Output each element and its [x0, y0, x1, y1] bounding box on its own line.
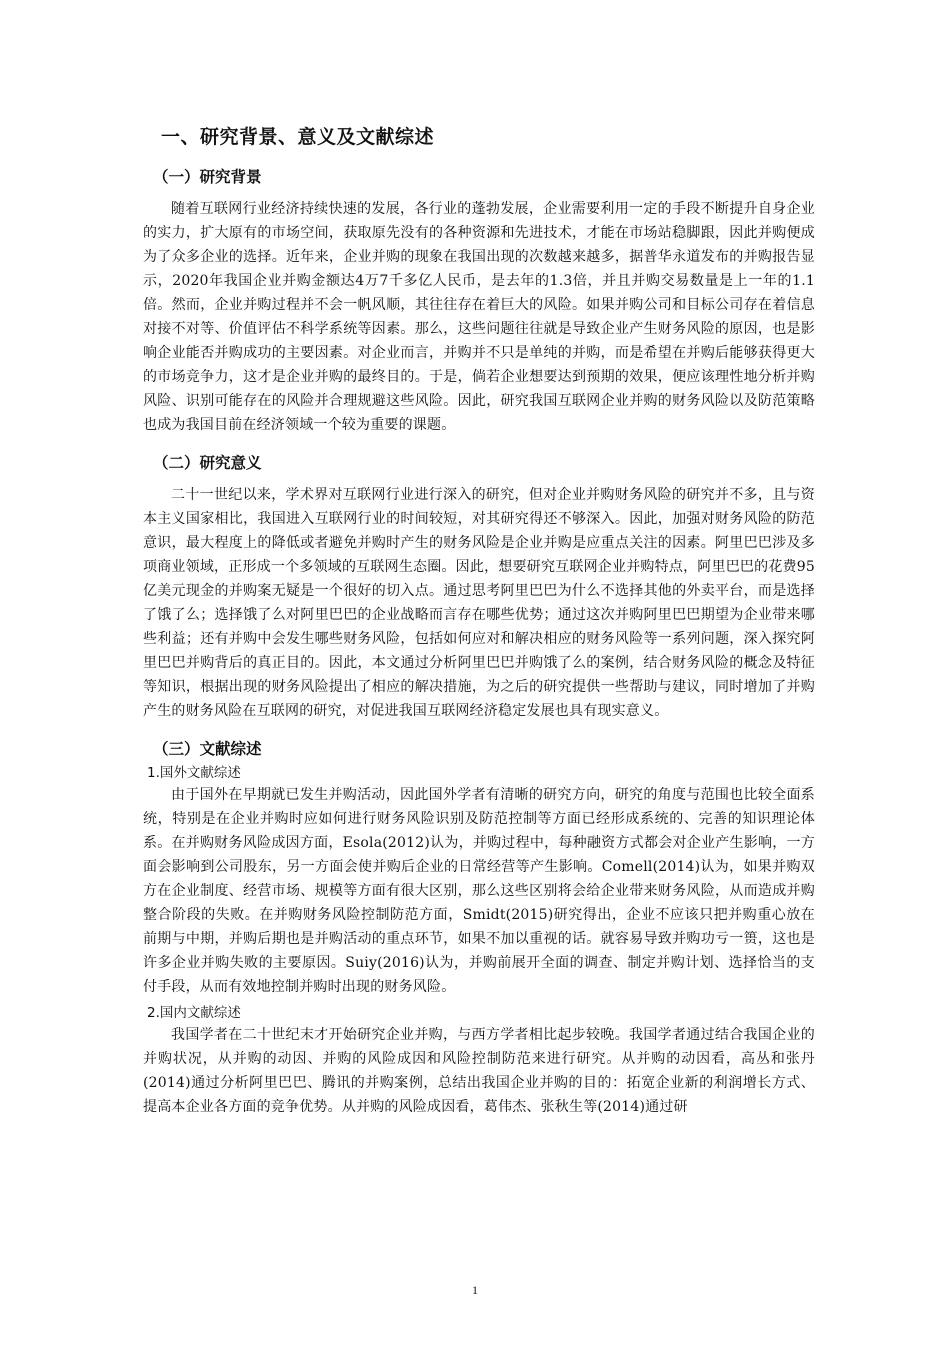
- chapter-title: 一、研究背景、意义及文献综述: [161, 126, 435, 148]
- subsection-heading-foreign: 1.国外文献综述: [147, 765, 241, 781]
- domestic-literature-paragraph: 我国学者在二十世纪末才开始研究企业并购，与西方学者相比起步较晚。我国学者通过结合我国企业的并购状况，从并购的动因、并购的风险成因和风险控制防范来进行研究。从并购的动因看，高丛和张丹(2014)通过分析阿里巴巴、腾讯的并购案例，总结出我国企业并购的目的：拓宽企业新的利润增长方式、提高本企业各方面的竞争优势。从并购的风险成因看，葛伟杰、张秋生等(2014)通过研: [143, 1027, 815, 1115]
- foreign-literature-paragraph: 由于国外在早期就已发生并购活动，因此国外学者有清晰的研究方向，研究的角度与范围也比较全面系统，特别是在企业并购时应如何进行财务风险识别及防范控制等方面已经形成系统的、完善的知识理论体系。在并购财务风险成因方面，Esola(2012)认为，并购过程中，每种融资方式都会对企业产生影响，一方面会影响到公司股东，另一方面会使并购后企业的日常经营等产生影响。Comell(2014)认为，如果并购双方在企业制度、经营市场、规模等方面有很大区别，那么这些区别将会给企业带来财务风险，从而造成并购整合阶段的失败。在并购财务风险控制防范方面，Smidt(2015)研究得出，企业不应该只把并购重心放在前期与中期，并购后期也是并购活动的重点环节，如果不加以重视的话。就容易导致并购功亏一篑，这也是许多企业并购失败的主要原因。Suiy(2016)认为，并购前展开全面的调查、制定并购计划、选择恰当的支付手段，从而有效地控制并购时出现的财务风险。: [143, 787, 815, 995]
- section-heading-literature: （三）文献综述: [153, 740, 262, 758]
- section-heading-background: （一）研究背景: [153, 168, 262, 186]
- subsection-heading-domestic: 2.国内文献综述: [147, 1005, 241, 1021]
- page-content: [143, 118, 815, 1119]
- section-heading-significance: （二）研究意义: [153, 454, 262, 472]
- background-paragraph: 随着互联网行业经济持续快速的发展，各行业的蓬勃发展，企业需要利用一定的手段不断提升自身企业的实力，扩大原有的市场空间，获取原先没有的各种资源和先进技术，才能在市场站稳脚跟，因此并购便成为了众多企业的选择。近年来，企业并购的现象在我国出现的次数越来越多，据普华永道发布的并购报告显示，2020年我国企业并购金额达4万7千多亿人民币，是去年的1.3倍，并且并购交易数量是上一年的1.1倍。然而，企业并购过程并不会一帆风顺，其往往存在着巨大的风险。如果并购公司和目标公司存在着信息对接不对等、价值评估不科学系统等因素。那么，这些问题往往就是导致企业产生财务风险的原因，也是影响企业能否并购成功的主要因素。对企业而言，并购并不只是单纯的并购，而是希望在并购后能够获得更大的市场竞争力，这才是企业并购的最终目的。于是，倘若企业想要达到预期的效果，便应该理性地分析并购风险、识别可能存在的风险并合理规避这些风险。因此，研究我国互联网企业并购的财务风险以及防范策略也成为我国目前在经济领域一个较为重要的课题。: [143, 201, 815, 433]
- significance-paragraph: 二十一世纪以来，学术界对互联网行业进行深入的研究，但对企业并购财务风险的研究并不多，且与资本主义国家相比，我国进入互联网行业的时间较短，对其研究得还不够深入。因此，加强对财务风险的防范意识，最大程度上的降低或者避免并购时产生的财务风险是企业并购是应重点关注的因素。阿里巴巴涉及多项商业领域，正形成一个多领域的互联网生态圈。因此，想要研究互联网企业并购特点，阿里巴巴的花费95亿美元现金的并购案无疑是一个很好的切入点。通过思考阿里巴巴为什么不选择其他的外卖平台，而是选择了饿了么；选择饿了么对阿里巴巴的企业战略而言存在哪些优势；通过这次并购阿里巴巴期望为企业带来哪些利益；还有并购中会发生哪些财务风险，包括如何应对和解决相应的财务风险等一系列问题，深入探究阿里巴巴并购背后的真正目的。因此，本文通过分析阿里巴巴并购饿了么的案例，结合财务风险的概念及特征等知识，根据出现的财务风险提出了相应的解决措施，为之后的研究提供一些帮助与建议，同时增加了并购产生的财务风险在互联网的研究，对促进我国互联网经济稳定发展也具有现实意义。: [143, 487, 815, 719]
- page-number: 1: [472, 1283, 478, 1297]
